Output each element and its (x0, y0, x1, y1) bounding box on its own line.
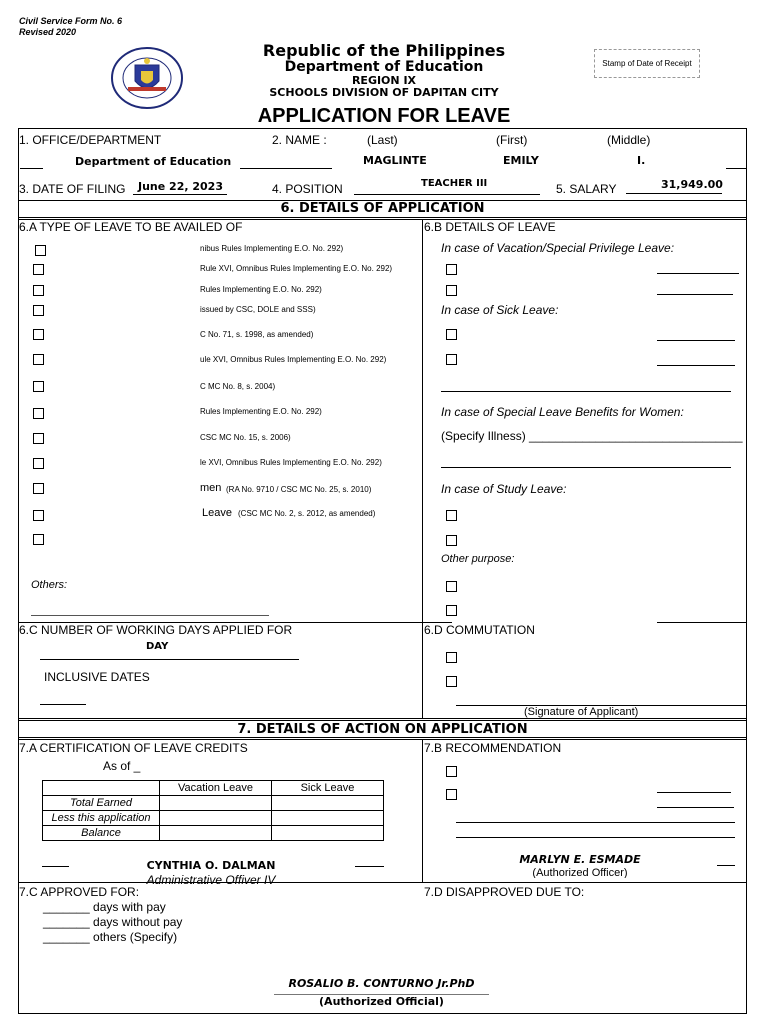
table-cell[interactable] (160, 826, 272, 841)
divider (18, 737, 747, 738)
section6a-title: 6.A TYPE OF LEAVE TO BE AVAILED OF (19, 220, 243, 234)
inclusive-dates-line[interactable] (40, 704, 86, 705)
divider (18, 882, 747, 883)
leave-type-text: C MC No. 8, s. 2004) (200, 382, 276, 391)
leave-type-checkbox[interactable] (33, 305, 44, 316)
office-underline-left (20, 168, 43, 169)
vacation-within-checkbox[interactable] (446, 264, 457, 275)
filing-label: 3. DATE OF FILING (19, 182, 126, 196)
recommend-approval-checkbox[interactable] (446, 766, 457, 777)
applicant-signature-label: (Signature of Applicant) (524, 706, 639, 718)
section7b-title: 7.B RECOMMENDATION (424, 741, 562, 755)
days-applied-value[interactable]: DAY (146, 641, 169, 652)
leave-type-text: (CSC MC No. 2, s. 2012, as amended) (238, 509, 376, 518)
table-header-cell: Vacation Leave (160, 781, 272, 796)
specify-illness-field[interactable]: (Specify Illness) ________________________________ (441, 429, 743, 443)
leave-type-checkbox[interactable] (33, 483, 44, 494)
leave-type-checkbox[interactable] (35, 245, 46, 256)
table-cell[interactable] (160, 811, 272, 826)
recommendation-line[interactable] (456, 837, 735, 838)
divider (18, 739, 747, 740)
table-row (43, 796, 384, 811)
signature-line (42, 866, 69, 867)
others-input-line[interactable] (31, 615, 269, 616)
approved-days-without-pay[interactable]: _______ days without pay (43, 915, 183, 929)
recommender-title: (Authorized Officer) (532, 867, 628, 878)
table-row (43, 781, 384, 796)
salary-label: 5. SALARY (556, 182, 617, 196)
recommender-name: MARLYN E. ESMADE (519, 853, 641, 866)
sick-outpatient-checkbox[interactable] (446, 354, 457, 365)
leave-type-text: C No. 71, s. 1998, as amended) (200, 330, 314, 339)
approved-others[interactable]: _______ others (Specify) (43, 930, 178, 944)
vacation-within-line[interactable] (657, 273, 739, 274)
divider (18, 718, 747, 719)
leave-type-checkbox[interactable] (33, 510, 44, 521)
leave-type-checkbox[interactable] (33, 329, 44, 340)
table-header-cell: Sick Leave (272, 781, 384, 796)
section7a-title: 7.A CERTIFICATION OF LEAVE CREDITS (19, 741, 248, 755)
table-cell[interactable] (272, 811, 384, 826)
department-heading: Department of Education (284, 59, 484, 75)
recommendation-line[interactable] (456, 822, 735, 823)
leave-credits-table (42, 780, 384, 841)
filing-underline (133, 194, 227, 195)
leave-type-text: CSC MC No. 15, s. 2006) (200, 433, 291, 442)
as-of-field[interactable]: As of _ (103, 759, 141, 773)
name-label: 2. NAME : (272, 133, 327, 147)
certifier-title: Administrative Offiver IV (146, 873, 276, 887)
others-label: Others: (31, 579, 68, 591)
division-heading: SCHOOLS DIVISION OF DAPITAN CITY (269, 86, 499, 99)
table-cell[interactable] (160, 796, 272, 811)
leave-type-text: men (200, 482, 222, 494)
sick-case-label: In case of Sick Leave: (441, 303, 559, 317)
commutation-not-requested-checkbox[interactable] (446, 652, 457, 663)
sick-hospital-checkbox[interactable] (446, 329, 457, 340)
form-number: Civil Service Form No. 6 (19, 16, 123, 26)
leave-type-checkbox[interactable] (33, 264, 44, 275)
republic-heading: Republic of the Philippines (262, 41, 506, 60)
region-heading: REGION IX (351, 74, 417, 87)
table-row-label: Less this application (43, 811, 160, 826)
women-case-label: In case of Special Leave Benefits for Women: (441, 405, 684, 419)
sick-detail-line[interactable] (441, 391, 731, 392)
table-row (43, 811, 384, 826)
salary-value[interactable]: 31,949.00 (661, 178, 723, 191)
leave-type-checkbox[interactable] (33, 285, 44, 296)
women-detail-line[interactable] (441, 467, 731, 468)
study-board-checkbox[interactable] (446, 535, 457, 546)
study-masters-checkbox[interactable] (446, 510, 457, 521)
vacation-abroad-checkbox[interactable] (446, 285, 457, 296)
leave-type-checkbox[interactable] (33, 458, 44, 469)
form-revision: Revised 2020 (19, 27, 77, 37)
filing-date-value[interactable]: June 22, 2023 (138, 180, 223, 193)
last-label: (Last) (367, 133, 398, 147)
last-name-value[interactable]: MAGLINTE (363, 154, 427, 167)
sick-hospital-line[interactable] (657, 340, 735, 341)
section6d-title: 6.D COMMUTATION (424, 623, 535, 637)
approved-days-with-pay[interactable]: _______ days with pay (43, 900, 166, 914)
inclusive-dates-label: INCLUSIVE DATES (44, 670, 150, 684)
section6c-title: 6.C NUMBER OF WORKING DAYS APPLIED FOR (19, 623, 293, 637)
table-cell[interactable] (272, 796, 384, 811)
leave-type-text: Rules Implementing E.O. No. 292) (200, 407, 322, 416)
divider (18, 720, 747, 721)
official-name: ROSALIO B. CONTURNO Jr.PhD (288, 977, 475, 990)
position-value[interactable]: TEACHER III (421, 178, 488, 189)
section7-title: 7. DETAILS OF ACTION ON APPLICATION (237, 722, 528, 737)
section6b-title: 6.B DETAILS OF LEAVE (424, 220, 556, 234)
monetization-checkbox[interactable] (446, 581, 457, 592)
leave-type-checkbox[interactable] (33, 408, 44, 419)
leave-type-text: Rule XVI, Omnibus Rules Implementing E.O. No. 292) (200, 264, 393, 273)
middle-label: (Middle) (607, 133, 651, 147)
leave-type-checkbox[interactable] (33, 534, 44, 545)
table-row (43, 826, 384, 841)
section6-title: 6. DETAILS OF APPLICATION (280, 201, 485, 216)
table-cell[interactable] (272, 826, 384, 841)
leave-type-checkbox[interactable] (33, 354, 44, 365)
other-purpose-line[interactable] (657, 622, 746, 623)
table-row-label: Total Earned (43, 796, 160, 811)
position-underline (354, 194, 540, 195)
days-applied-line (40, 659, 299, 660)
first-label: (First) (496, 133, 528, 147)
office-label: 1. OFFICE/DEPARTMENT (19, 133, 162, 147)
middle-name-value[interactable]: I. (637, 154, 646, 167)
leave-type-checkbox[interactable] (33, 433, 44, 444)
table-row-label: Balance (43, 826, 160, 841)
study-case-label: In case of Study Leave: (441, 482, 567, 496)
sick-outpatient-line[interactable] (657, 365, 735, 366)
certifier-name: CYNTHIA O. DALMAN (146, 859, 276, 872)
recommend-disapproval-checkbox[interactable] (446, 789, 457, 800)
middle-underline-right (726, 168, 746, 169)
official-title: (Authorized Official) (319, 995, 444, 1008)
position-label: 4. POSITION (272, 182, 343, 196)
section7d-title: 7.D DISAPPROVED DUE TO: (424, 885, 585, 899)
other-purpose-label: Other purpose: (441, 553, 515, 565)
terminal-leave-checkbox[interactable] (446, 605, 457, 616)
divider (18, 217, 747, 218)
vacation-case-label: In case of Vacation/Special Privilege Leave: (441, 241, 675, 255)
recommendation-line[interactable] (657, 792, 731, 793)
section7c-title: 7.C APPROVED FOR: (19, 885, 140, 896)
recommendation-line[interactable] (657, 807, 734, 808)
vacation-abroad-line[interactable] (657, 294, 733, 295)
leave-type-text: issued by CSC, DOLE and SSS) (200, 305, 316, 314)
leave-type-text: nibus Rules Implementing E.O. No. 292) (200, 244, 344, 253)
stamp-receipt-box: Stamp of Date of Receipt (594, 49, 700, 78)
first-name-value[interactable]: EMILY (503, 154, 539, 167)
leave-type-text: le XVI, Omnibus Rules Implementing E.O. No. 292) (200, 458, 382, 467)
leave-type-text: Rules Implementing E.O. No. 292) (200, 285, 322, 294)
last-underline-left (240, 168, 332, 169)
leave-type-checkbox[interactable] (33, 381, 44, 392)
form-title: APPLICATION FOR LEAVE (257, 105, 511, 127)
leave-type-text: ule XVI, Omnibus Rules Implementing E.O. No. 292) (200, 355, 387, 364)
leave-type-text: Leave (202, 507, 232, 519)
signature-line (717, 865, 735, 866)
column-divider (422, 739, 423, 882)
signature-line (355, 866, 384, 867)
salary-underline (626, 193, 722, 194)
column-divider (422, 219, 423, 718)
table-header-cell (43, 781, 160, 796)
office-value[interactable]: Department of Education (75, 155, 232, 168)
commutation-requested-checkbox[interactable] (446, 676, 457, 687)
leave-type-text: (RA No. 9710 / CSC MC No. 25, s. 2010) (226, 485, 372, 494)
